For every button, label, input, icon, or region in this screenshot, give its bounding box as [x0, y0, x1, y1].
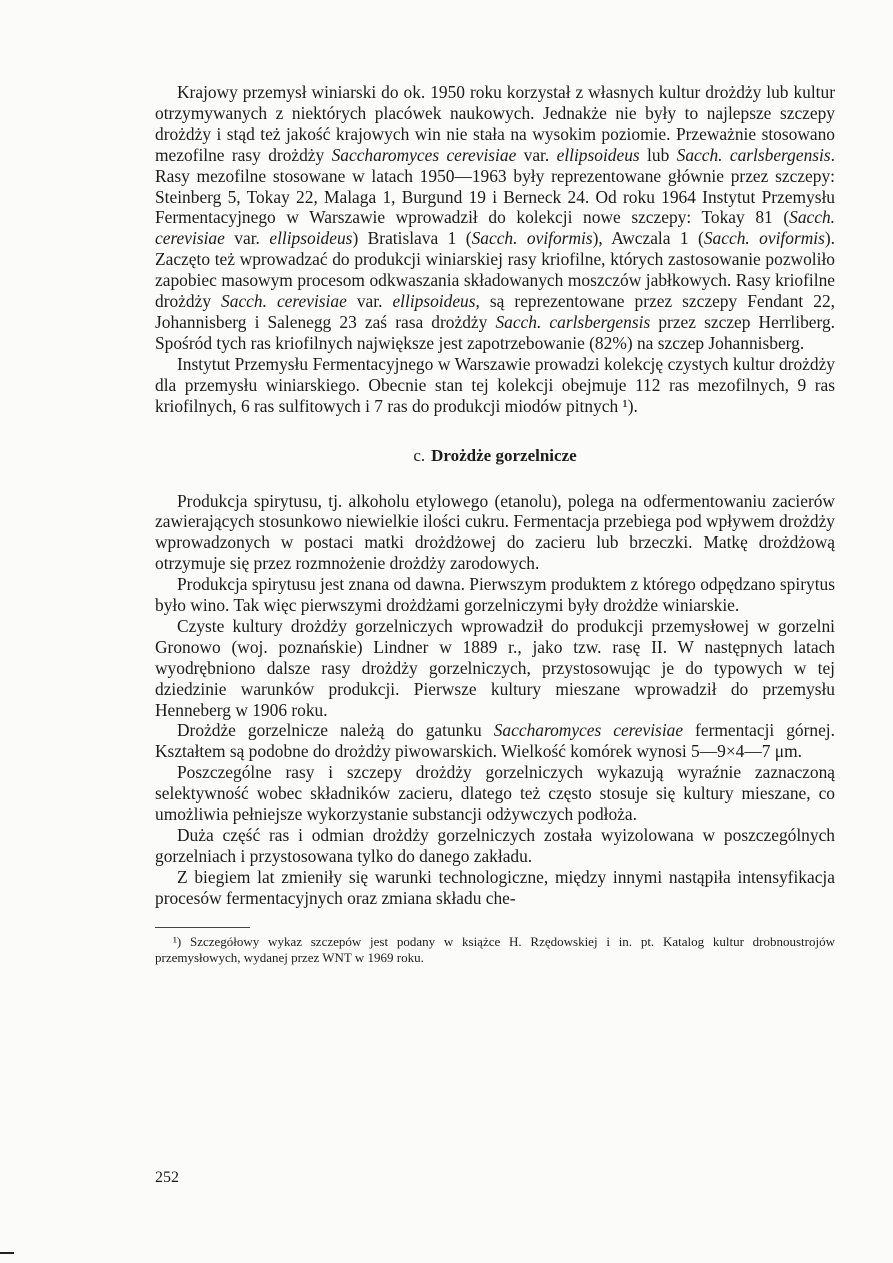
italic-term: ellipsoideus [269, 228, 353, 249]
footnote-divider [155, 927, 250, 928]
italic-term: Saccharomyces cerevisiae [331, 144, 517, 165]
italic-term: Saccharomyces cerevisiae [493, 720, 684, 741]
paragraph [155, 762, 835, 825]
bottom-text-block [155, 491, 835, 909]
scan-edge-mark [0, 1252, 14, 1254]
text-run: Produkcja spirytusu jest znana od dawna. Pierwszym produktem z którego odpędzano spirytus było wino. Tak więc pierwszymi drożdżami gorzelniczymi były drożdże winiarskie. [155, 574, 835, 616]
footnote: ¹) Szczegółowy wykaz szczepów jest podany w książce H. Rzędowskiej i in. pt. Katalog kultur drobnoustrojów przemysłowych, wydanej przez WNT w 1969 roku. [155, 933, 835, 966]
text-run: Z biegiem lat zmieniły się warunki technologiczne, między innymi nastąpiła intensyfikacja procesów fermentacyjnych oraz zmiana składu che- [155, 866, 835, 908]
text-run: Poszczególne rasy i szczepy drożdży gorzelniczych wykazują wyraźnie zaznaczoną selektywność wobec składników zacieru, dlatego też często stosuje się kultury mieszane, co umożliwia pełniejsze wykorzystanie substancji odżywczych podłoża. [155, 762, 835, 825]
paragraph [155, 82, 835, 354]
italic-term: Sacch. cerevisiae [221, 291, 347, 312]
page-number: 252 [155, 1169, 179, 1186]
italic-term: ellipsoideus [392, 291, 476, 312]
text-run: ). Zaczęto też wprowadzać do produkcji winiarskiej rasy kriofilne, których zastosowanie pozwoliło zapobiec masowym procesom odkwaszania składowanych moszczów jabłkowych. Rasy kriofilne drożdży [155, 228, 836, 312]
italic-term: Sacch. oviformis [471, 228, 593, 249]
top-text-block [155, 82, 835, 417]
section-title: Drożdże gorzelnicze [431, 445, 577, 465]
text-run: Produkcja spirytusu, tj. alkoholu etylowego (etanolu), polega na odfermentowaniu zacierów zawierających stosunkowo niewielkie ilości cukru. Fermentacja przebiega pod wpływem drożdży wprowadzonych w postaci matki drożdżowej do zacieru lub brzeczki. Matkę drożdżową otrzymuje się przez rozmnożenie drożdży zarodowych. [155, 490, 835, 574]
paragraph [155, 867, 835, 909]
paragraph [155, 491, 835, 575]
text-run: Krajowy przemysł winiarski do ok. 1950 roku korzystał z własnych kultur drożdży lub kultur otrzymywanych z niektórych placówek naukowych. Jednakże nie były to najlepsze szczepy drożdży i stąd też jakość krajowych win nie stała na wysokim poziomie. Przeważnie stosowano mezofilne rasy drożdży [155, 82, 835, 165]
text-run: Duża część ras i odmian drożdży gorzelniczych została wyizolowana w poszczególnych gorzelniach i przystosowana tylko do danego zakładu. [155, 825, 835, 866]
text-run: var. [516, 144, 557, 165]
text-run: ), Awczala 1 ( [592, 228, 704, 249]
section-letter: c. [413, 445, 426, 465]
section-heading [155, 445, 835, 467]
text-run: ) Bratislava 1 ( [352, 228, 472, 249]
text-run: , są reprezentowane przez szczepy Fendant 22, Johannisberg i Salenegg 23 zaś rasa drożdży [155, 291, 836, 332]
italic-term: Sacch. cerevisiae [155, 207, 835, 249]
italic-term: Sacch. carlsbergensis [676, 144, 831, 165]
text-run: Drożdże gorzelnicze należą do gatunku [177, 720, 494, 741]
text-run: . Rasy mezofilne stosowane w latach 1950—1963 były reprezentowane głównie przez szczepy: Steinberg 5, Tokay 22, Malaga 1, Burgund 19 i Berneck 24. Od roku 1964 Instytut Przemysłu Fermentacyjnego w Warszawie wprowadził do kolekcji nowe szczepy: Tokay 81 ( [155, 144, 836, 228]
text-run: Instytut Przemysłu Fermentacyjnego w Warszawie prowadzi kolekcję czystych kultur drożdży dla przemysłu winiarskiego. Obecnie stan tej kolekcji obejmuje 112 ras mezofilnych, 9 ras kriofilnych, 6 ras sulfitowych i 7 ras do produkcji miodów pitnych ¹). [155, 353, 835, 416]
page-body [155, 82, 835, 967]
italic-term: Sacch. carlsbergensis [495, 311, 651, 332]
text-run: var. [346, 291, 393, 312]
italic-term: ellipsoideus [556, 144, 640, 165]
italic-term: Sacch. oviformis [703, 228, 825, 249]
text-run: lub [639, 144, 677, 165]
text-run: fermentacji górnej. Kształtem są podobne do drożdży piwowarskich. Wielkość komórek wynosi 5—9×4—7 μm. [155, 720, 835, 762]
paragraph [155, 616, 835, 721]
paragraph [155, 354, 835, 417]
paragraph [155, 825, 835, 867]
text-run: var. [224, 228, 270, 249]
paragraph [155, 574, 835, 616]
text-run: Czyste kultury drożdży gorzelniczych wprowadził do produkcji przemysłowej w gorzelni Gronowo (woj. poznańskie) Lindner w 1889 r., jako tzw. rasę II. W następnych latach wyodrębniono dalsze rasy drożdży gorzelniczych, przystosowując je do typowych w tej dziedzinie warunków produkcji. Pierwsze kultury mieszane wprowadził do przemysłu Henneberg w 1906 roku. [155, 615, 835, 720]
paragraph [155, 720, 835, 762]
text-run: przez szczep Herrliberg. Spośród tych ras kriofilnych największe jest zapotrzebowanie (82%) na szczep Johannisberg. [155, 311, 835, 353]
